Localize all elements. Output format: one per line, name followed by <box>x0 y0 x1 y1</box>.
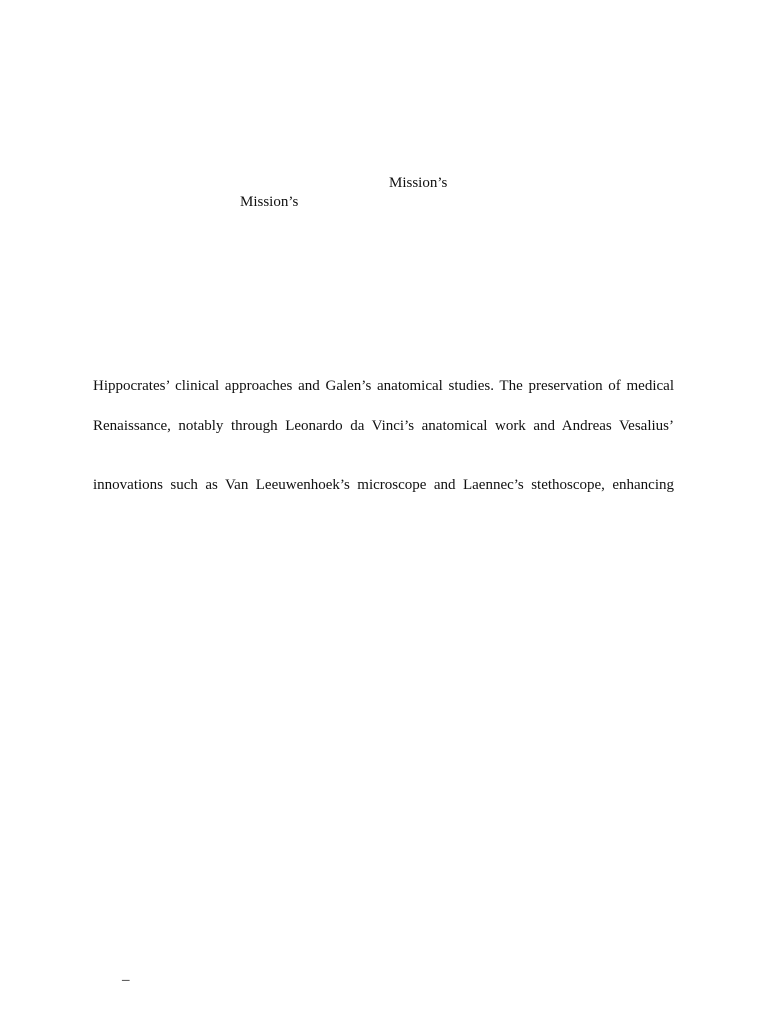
heading-fragment: Mission’s <box>389 175 448 191</box>
paragraph-line: Renaissance, notably through Leonardo da Vinci’s anatomical work and Andreas Vesalius’ <box>93 418 674 434</box>
paragraph-line: Hippocrates’ clinical approaches and Galen’s anatomical studies. The preservation of medical <box>93 378 674 394</box>
heading-fragment: Mission’s <box>240 194 299 210</box>
paragraph-line: innovations such as Van Leeuwenhoek’s microscope and Laennec’s stethoscope, enhancing <box>93 477 674 493</box>
footer-dash: – <box>122 972 130 988</box>
